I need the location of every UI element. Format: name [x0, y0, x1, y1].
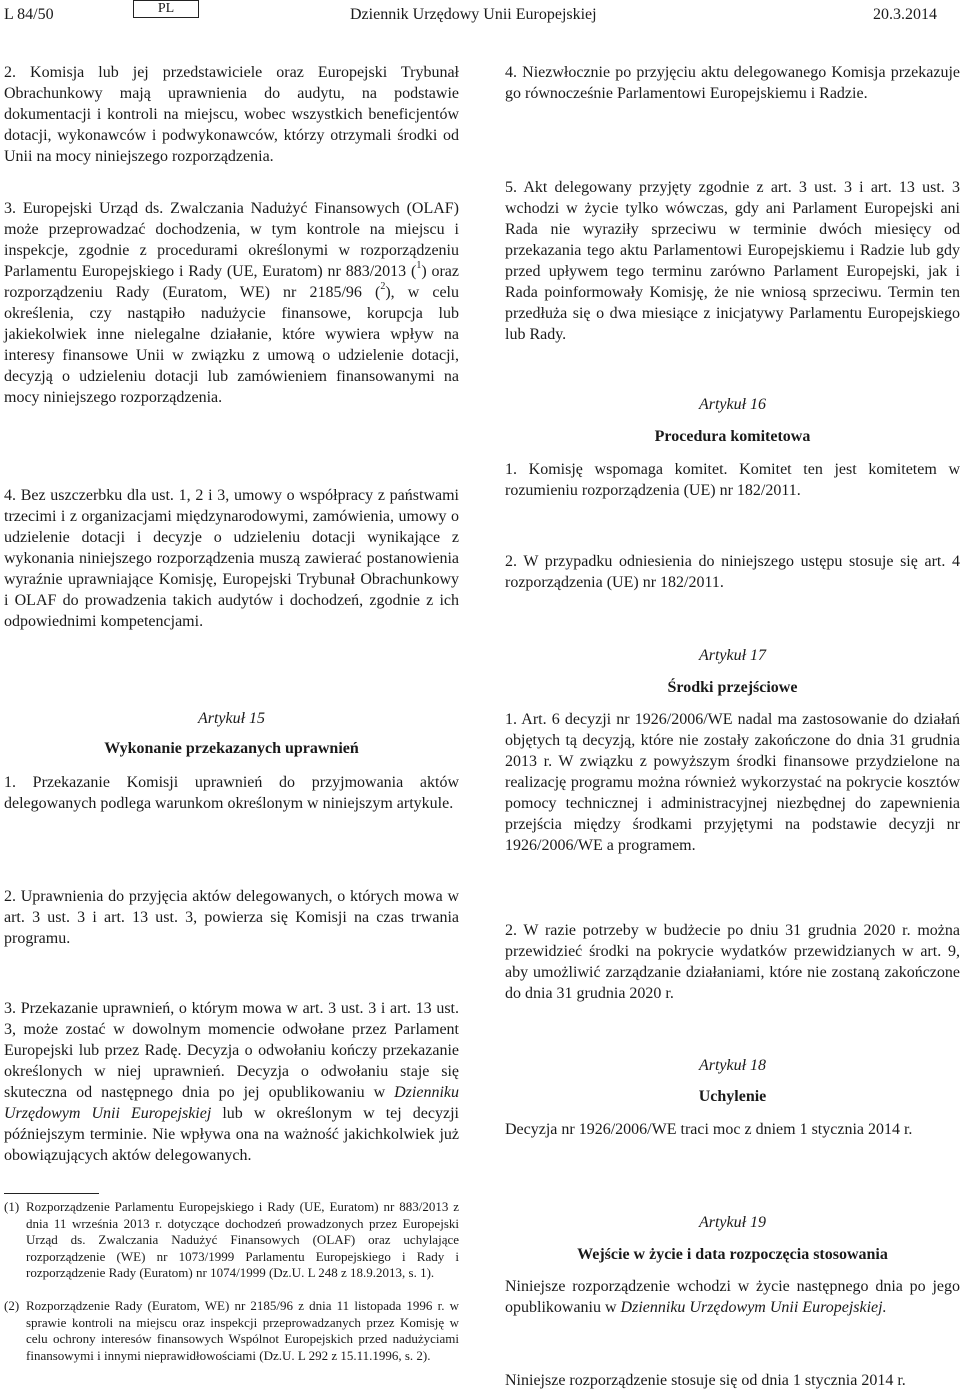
footnote-ref[interactable]: 1	[416, 260, 422, 271]
article-17-para-2	[505, 920, 960, 1004]
article-16-para-1	[505, 459, 960, 501]
article-number: Artykuł 15	[197, 710, 266, 727]
paragraph-text: 2. Uprawnienia do przyjęcia aktów delegowanych, o których mowa w art. 3 ust. 3 i art. 13 ust. 3, powierza się Komisji na czas trwania programu.	[4, 888, 459, 947]
footnote-text: Rozporządzenie Rady (Euratom, WE) nr 2185/96 z dnia 11 listopada 1996 r. w sprawie kontroli na miejscu oraz inspekcji przeprowadzanych przez Komisję w celu ochrony interesów finansowych Wspólnot Europejskich przed nadużyciami finansowymi i innymi nieprawidłowościami (Dz.U. L 292 z 15.11.1996, s. 2).	[26, 1298, 459, 1363]
article-heading: Środki przejściowe	[667, 679, 798, 696]
text-run: Niniejsze rozporządzenie wchodzi w życie następnego dnia po jego opublikowaniu w	[505, 1278, 960, 1316]
article-16-heading	[505, 426, 960, 447]
paragraph-text: 4. Niezwłocznie po przyjęciu aktu delegowanego Komisja przekazuje go równocześnie Parlamentowi Europejskiemu i Radzie.	[505, 64, 960, 102]
paragraph-text: 2. W razie potrzeby w budżecie po dniu 31 grudnia 2020 r. można przewidzieć środki na pokrycie wydatków przewidzianych w art. 9, aby umożliwić zarządzanie działaniami, które nie zostaną zakończone do dnia 31 grudnia 2020 r.	[505, 922, 960, 1002]
paragraph-text	[4, 198, 459, 408]
paragraph-2	[4, 62, 459, 167]
paragraph-4-right	[505, 62, 960, 104]
footnote-text: Rozporządzenie Parlamentu Europejskiego i Rady (UE, Euratom) nr 883/2013 z dnia 11 września 2013 r. dotyczące dochodzeń prowadzonych przez Europejski Urząd ds. Zwalczania Nadużyć Finansowych (OLAF) oraz uchylające rozporządzenie (WE) nr 1073/1999 Parlamentu Europejskiego i Rady i rozporządzenie Rady (Euratom) nr 1074/1999 (Dz.U. L 248 z 18.9.2013, s. 1).	[26, 1199, 459, 1280]
journal-reference: Dzienniku Urzędowym Unii Europejskiej	[4, 1084, 459, 1122]
article-18-title	[505, 1055, 960, 1076]
article-heading: Uchylenie	[698, 1088, 767, 1105]
page-header	[0, 0, 960, 30]
article-15-title	[4, 708, 459, 729]
article-18-heading	[505, 1086, 960, 1107]
footnote-ref[interactable]: 2	[380, 281, 386, 292]
footnote-separator	[4, 1193, 99, 1194]
paragraph-3	[4, 198, 459, 408]
footnote-1	[4, 1199, 459, 1282]
article-17-para-1	[505, 709, 960, 856]
article-19-para-1	[505, 1276, 960, 1318]
journal-title: Dziennik Urzędowy Unii Europejskiej	[350, 6, 597, 23]
article-16-title	[505, 394, 960, 415]
article-number: Artykuł 16	[698, 396, 767, 413]
publication-date: 20.3.2014	[873, 6, 937, 23]
paragraph-text: Niniejsze rozporządzenie stosuje się od dnia 1 stycznia 2014 r.	[505, 1372, 906, 1389]
article-19-para-2	[505, 1370, 960, 1391]
article-number: Artykuł 17	[698, 647, 767, 664]
article-17-title	[505, 645, 960, 666]
article-number: Artykuł 18	[698, 1057, 767, 1074]
paragraph-text: 5. Akt delegowany przyjęty zgodnie z art. 3 ust. 3 i art. 13 ust. 3 wchodzi w życie tylko wówczas, gdy ani Parlament Europejski ani Rada nie wyraziły sprzeciwu w terminie dwóch miesięcy od przekazania tego aktu Parlamentowi Europejskiemu i Radzie lub gdy przed upływem tego terminu zarówno Parlament Europejski, jak i Rada poinformowały Komisję, że nie wniosą sprzeciwu. Termin ten przedłuża się o dwa miesiące z inicjatywy Parlamentu Europejskiego lub Rady.	[505, 179, 960, 343]
article-heading: Wykonanie przekazanych uprawnień	[104, 740, 359, 757]
paragraph-text: 1. Komisję wspomaga komitet. Komitet ten jest komitetem w rozumieniu rozporządzenia (UE) nr 182/2011.	[505, 461, 960, 499]
article-number: Artykuł 19	[698, 1214, 767, 1231]
article-17-heading	[505, 677, 960, 698]
article-15-para-2	[4, 886, 459, 949]
paragraph-text: 2. Komisja lub jej przedstawiciele oraz Europejski Trybunał Obrachunkowy mają uprawnienia do audytu, na podstawie dokumentacji i kontroli na miejscu, wobec wszystkich beneficjentów dotacji, wykonawców i podwykonawców, którzy otrzymali środki od Unii na mocy niniejszego rozporządzenia.	[4, 64, 459, 165]
article-16-para-2	[505, 551, 960, 593]
article-19-title	[505, 1212, 960, 1233]
paragraph-text: 2. W przypadku odniesienia do niniejszego ustępu stosuje się art. 4 rozporządzenia (UE) nr 182/2011.	[505, 553, 960, 591]
paragraph-text	[4, 998, 459, 1166]
page-reference: L 84/50	[4, 6, 54, 23]
footnote-number: (1)	[4, 1199, 20, 1214]
paragraph-text: Decyzja nr 1926/2006/WE traci moc z dniem 1 stycznia 2014 r.	[505, 1121, 913, 1138]
journal-reference: Dzienniku Urzędowym Unii Europejskiej.	[620, 1299, 887, 1316]
text-run: ), w celu określenia, czy nastąpiło nadużycie finansowe, korupcja lub jakiekolwiek inne nielegalne działanie, które wywiera wpływ na interesy finansowe Unii w związku z umową o udzielenie dotacji, decyzją o udzieleniu dotacji lub zamówieniem finansowanymi na mocy niniejszego rozporządzenia.	[4, 284, 460, 406]
article-15-heading	[4, 738, 459, 759]
paragraph-text	[505, 1276, 960, 1318]
footnote-number: (2)	[4, 1298, 20, 1313]
paragraph-5	[505, 177, 960, 345]
language-badge: PL	[133, 0, 199, 18]
footnote-2	[4, 1298, 459, 1364]
paragraph-4	[4, 485, 459, 632]
text-run: ) oraz rozporządzeniu Rady (Euratom, WE) nr 2185/96 (	[4, 263, 459, 301]
paragraph-text: 1. Przekazanie Komisji uprawnień do przyjmowania aktów delegowanych podlega warunkom określonym w niniejszym artykule.	[4, 774, 459, 812]
article-heading: Procedura komitetowa	[654, 428, 811, 445]
paragraph-text: 1. Art. 6 decyzji nr 1926/2006/WE nadal ma zastosowanie do działań objętych tą decyzją, które nie zostały zakończone do dnia 31 grudnia 2013 r. W związku z powyższym środki finansowe przydzielone na realizację programu można również wykorzystać na pokrycie kosztów pomocy technicznej i administracyjnej niezbędnej do zapewnienia przejścia między środkami przyjętymi na podstawie decyzji nr 1926/2006/WE a programem.	[505, 711, 960, 854]
text-run: lub w określonym w tej decyzji późniejszym terminie. Nie wpływa ona na ważność jakichkolwiek już obowiązujących aktów delegowanych.	[4, 1105, 459, 1164]
article-heading: Wejście w życie i data rozpoczęcia stosowania	[577, 1246, 888, 1263]
article-18-para	[505, 1119, 960, 1140]
article-19-heading	[505, 1244, 960, 1265]
article-15-para-3	[4, 998, 459, 1166]
text-run: 3. Przekazanie uprawnień, o którym mowa w art. 3 ust. 3 i art. 13 ust. 3, może zostać w dowolnym momencie odwołane przez Parlament Europejski lub przez Radę. Decyzja o odwołaniu kończy przekazanie określonych w niej uprawnień. Decyzja o odwołaniu staje się skuteczna od następnego dnia po jej opublikowaniu w	[4, 1000, 459, 1101]
article-15-para-1	[4, 772, 459, 814]
paragraph-text: 4. Bez uszczerbku dla ust. 1, 2 i 3, umowy o współpracy z państwami trzecimi i z organizacjami międzynarodowymi, zamówienia, umowy o udzielenie dotacji i decyzje o udzieleniu dotacji wynikające z wykonania niniejszego rozporządzenia muszą zawierać postanowienia wyraźnie uprawniające Komisję, Europejski Trybunał Obrachunkowy i OLAF do prowadzenia takich audytów i dochodzeń, zgodnie z ich odpowiednimi kompetencjami.	[4, 487, 459, 630]
text-run: 3. Europejski Urząd ds. Zwalczania Nadużyć Finansowych (OLAF) może przeprowadzać dochodzenia, w tym kontrole na miejscu i inspekcje, zgodnie z procedurami określonymi w rozporządzeniu Parlamentu Europejskiego i Rady (UE, Euratom) nr 883/2013 (	[4, 200, 459, 280]
